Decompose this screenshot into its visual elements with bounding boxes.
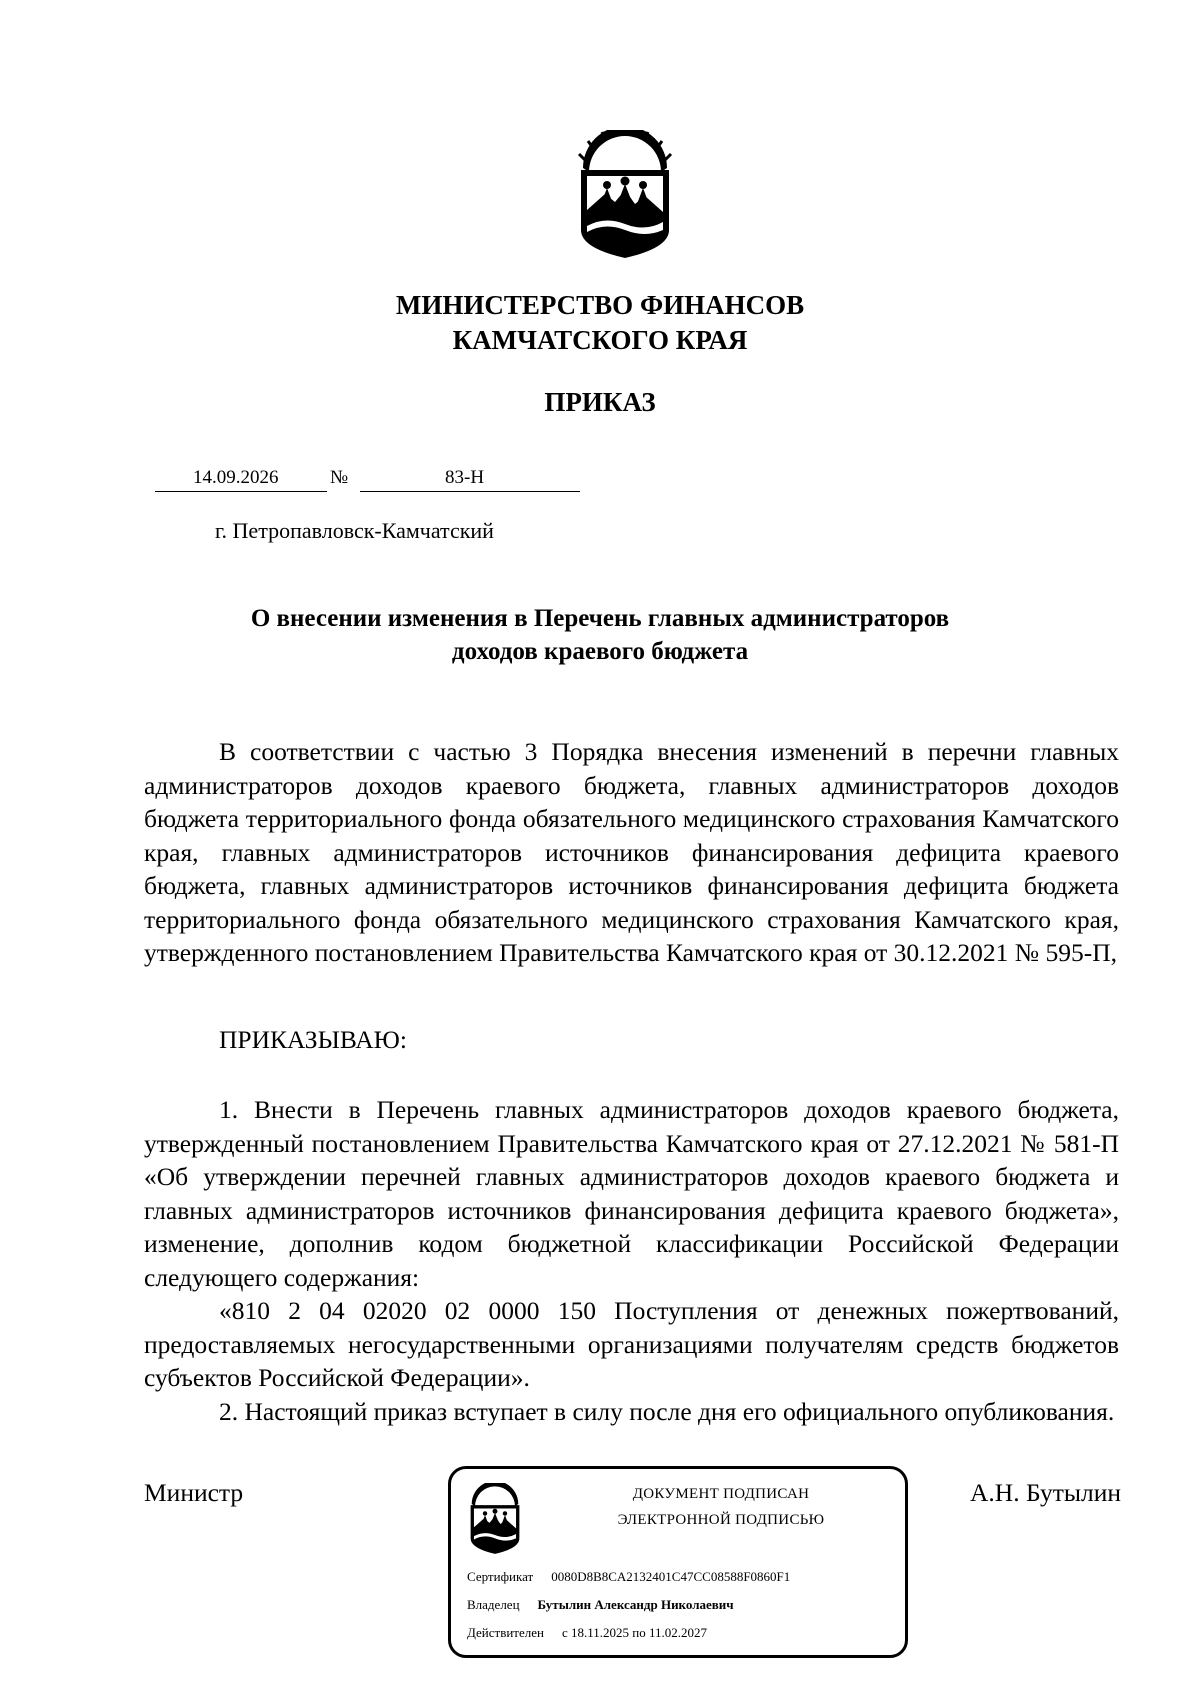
electronic-signature-stamp [448,1466,908,1658]
document-date: 14.09.2026 [193,467,279,488]
stamp-validity-row [467,1625,707,1641]
stamp-title-line-2: ЭЛЕКТРОННОЙ ПОДПИСЬЮ [617,1512,825,1528]
document-number: 83-Н [445,467,485,488]
ministry-line-1: МИНИСТЕРСТВО ФИНАНСОВ [395,290,805,320]
item-1: 1. Внести в Перечень главных администраторов доходов краевого бюджета, утвержденный постановлением Правительства Камчатского края от 27.12.2021 № 581-П «Об утверждении перечней главных администраторов доходов краевого бюджета и главных администраторов источников финансирования дефицита краевого бюджета», изменение, дополнив кодом бюджетной классификации Российской Федерации следующего содержания: [144,1095,1119,1292]
date-number-line [155,465,580,495]
date-underline [155,491,327,492]
document-city: г. Петропавловск-Камчатский [215,518,494,543]
stamp-owner-row [467,1597,734,1613]
stamp-certificate-row [467,1569,790,1585]
certificate-label: Сертификат [467,1569,534,1584]
item-1-quote: «810 2 04 02020 02 0000 150 Поступления от денежных пожертвований, предоставляемых негосударственными организациями получателям средств бюджетов субъектов Российской Федерации». [144,1296,1119,1392]
coat-of-arms-icon [467,1483,523,1555]
subject-line-2: доходов краевого бюджета [451,638,749,665]
body-items [144,1093,1119,1428]
validity-label: Действителен [467,1625,544,1640]
subject-line-1: О внесении изменения в Перечень главных администраторов [250,605,950,632]
body-preamble [144,735,1119,970]
stamp-title [551,1481,891,1533]
stamp-title-line-1: ДОКУМЕНТ ПОДПИСАН [632,1486,810,1502]
number-label: № [330,467,349,488]
owner-value: Бутылин Александр Николаевич [537,1597,734,1612]
ministry-line-2: КАМЧАТСКОГО КРАЯ [452,325,748,355]
signer-position: Министр [144,1478,244,1507]
preamble-text: В соответствии с частью 3 Порядка внесения изменений в перечни главных администраторов доходов краевого бюджета, главных администраторов доходов бюджета территориального фонда обязательного медицинского страхования Камчатского края, главных администраторов источников финансирования дефицита краевого бюджета, главных администраторов источников финансирования дефицита бюджета территориального фонда обязательного медицинского страхования Камчатского края, утвержденного постановлением Правительства Камчатского края от 30.12.2021 № 595-П, [144,737,1119,967]
signer-name: А.Н. Бутылин [970,1478,1122,1507]
ministry-name [300,288,900,358]
document-subject [170,602,1030,668]
order-word-block [144,1023,1119,1057]
number-underline [360,491,580,492]
coat-of-arms-icon [575,130,675,260]
item-2: 2. Настоящий приказ вступает в силу после дня его официального опубликования. [219,1396,1115,1426]
order-word: ПРИКАЗЫВАЮ: [219,1025,407,1054]
certificate-value: 0080D8B8CA2132401C47CC08588F0860F1 [551,1569,791,1584]
validity-value: с 18.11.2025 по 11.02.2027 [561,1625,707,1640]
document-type: ПРИКАЗ [544,387,656,417]
owner-label: Владелец [467,1597,520,1612]
